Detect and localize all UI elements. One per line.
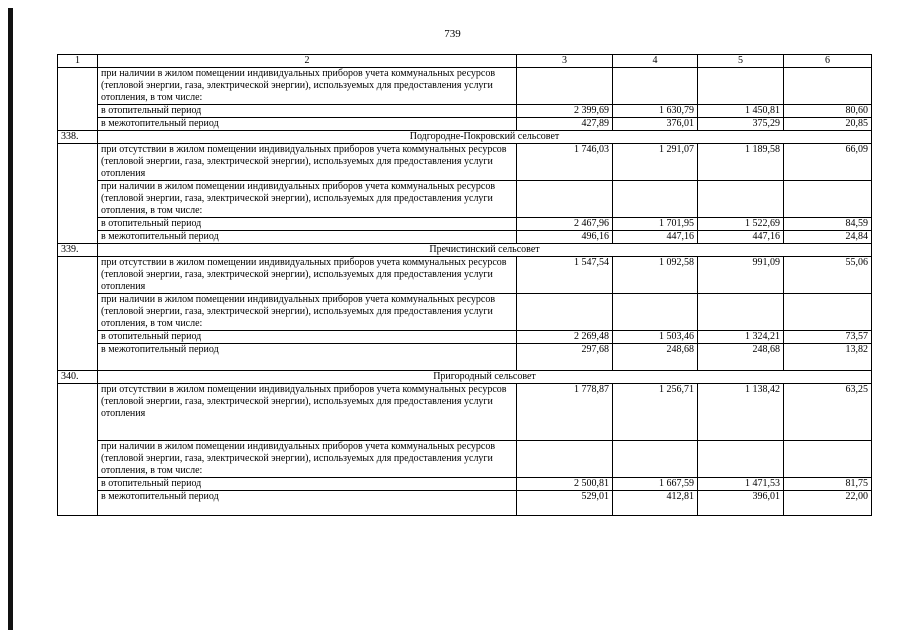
description-cell: в межотопительный период [98, 491, 517, 516]
value-cell: 1 189,58 [698, 144, 784, 181]
column-header: 1 [58, 55, 98, 68]
table-row [58, 384, 872, 441]
value-cell: 1 450,81 [698, 105, 784, 118]
table-row [58, 218, 872, 231]
value-cell: 1 256,71 [613, 384, 698, 441]
value-cell: 447,16 [698, 231, 784, 244]
value-cell: 1 503,46 [613, 331, 698, 344]
value-cell: 376,01 [613, 118, 698, 131]
column-header: 5 [698, 55, 784, 68]
value-cell: 412,81 [613, 491, 698, 516]
value-cell: 2 467,96 [517, 218, 613, 231]
table-row [58, 231, 872, 244]
value-cell: 1 778,87 [517, 384, 613, 441]
section-number: 338. [58, 131, 98, 144]
value-cell: 529,01 [517, 491, 613, 516]
description-cell: при отсутствии в жилом помещении индивидуальных приборов учета коммунальных ресурсов (тепловой энергии, газа, электрической энергии), используемых для предоставления услуги отопления [98, 257, 517, 294]
section-header-row [58, 244, 872, 257]
number-cell [58, 384, 98, 516]
description-cell: в отопительный период [98, 218, 517, 231]
value-cell: 1 291,07 [613, 144, 698, 181]
value-cell: 63,25 [784, 384, 872, 441]
number-cell [58, 257, 98, 371]
table-row [58, 118, 872, 131]
table-row [58, 68, 872, 105]
value-cell: 1 324,21 [698, 331, 784, 344]
value-cell: 427,89 [517, 118, 613, 131]
value-cell: 2 269,48 [517, 331, 613, 344]
table-row [58, 491, 872, 516]
value-cell: 20,85 [784, 118, 872, 131]
column-header: 4 [613, 55, 698, 68]
tariff-table [57, 54, 872, 516]
description-cell: в межотопительный период [98, 231, 517, 244]
description-cell: при отсутствии в жилом помещении индивидуальных приборов учета коммунальных ресурсов (тепловой энергии, газа, электрической энергии), используемых для предоставления услуги отопления [98, 384, 517, 441]
column-header: 6 [784, 55, 872, 68]
value-cell: 73,57 [784, 331, 872, 344]
value-cell: 1 522,69 [698, 218, 784, 231]
value-cell: 1 471,53 [698, 478, 784, 491]
column-header: 3 [517, 55, 613, 68]
column-header-row [58, 55, 872, 68]
table-row [58, 331, 872, 344]
table-row [58, 144, 872, 181]
value-cell: 2 500,81 [517, 478, 613, 491]
table-row [58, 105, 872, 118]
value-cell: 84,59 [784, 218, 872, 231]
value-cell: 496,16 [517, 231, 613, 244]
value-cell: 1 138,42 [698, 384, 784, 441]
table-row [58, 294, 872, 331]
table-row [58, 257, 872, 294]
value-cell: 81,75 [784, 478, 872, 491]
value-cell: 1 630,79 [613, 105, 698, 118]
table-row [58, 478, 872, 491]
value-cell: 1 701,95 [613, 218, 698, 231]
description-cell: в межотопительный период [98, 118, 517, 131]
number-cell [58, 144, 98, 244]
value-cell: 1 092,58 [613, 257, 698, 294]
value-cell: 24,84 [784, 231, 872, 244]
description-cell: при наличии в жилом помещении индивидуальных приборов учета коммунальных ресурсов (тепловой энергии, газа, электрической энергии), используемых для предоставления услуги отопления, в том числе: [98, 181, 517, 218]
table-row [58, 344, 872, 371]
value-cell: 375,29 [698, 118, 784, 131]
value-cell: 248,68 [698, 344, 784, 371]
section-number: 340. [58, 371, 98, 384]
description-cell: в межотопительный период [98, 344, 517, 371]
value-cell: 80,60 [784, 105, 872, 118]
value-cell: 1 667,59 [613, 478, 698, 491]
column-header: 2 [98, 55, 517, 68]
description-cell: в отопительный период [98, 105, 517, 118]
number-cell [58, 68, 98, 131]
value-cell: 297,68 [517, 344, 613, 371]
value-cell: 248,68 [613, 344, 698, 371]
value-cell: 66,09 [784, 144, 872, 181]
table-row [58, 181, 872, 218]
value-cell: 447,16 [613, 231, 698, 244]
section-header-row [58, 131, 872, 144]
value-cell: 22,00 [784, 491, 872, 516]
scan-edge-bar [8, 8, 13, 630]
page-number: 739 [444, 28, 461, 40]
section-title: Пречистинский сельсовет [98, 244, 872, 257]
description-cell: в отопительный период [98, 478, 517, 491]
value-cell: 1 547,54 [517, 257, 613, 294]
description-cell: при наличии в жилом помещении индивидуальных приборов учета коммунальных ресурсов (тепловой энергии, газа, электрической энергии), используемых для предоставления услуги отопления, в том числе: [98, 441, 517, 478]
description-cell: при отсутствии в жилом помещении индивидуальных приборов учета коммунальных ресурсов (тепловой энергии, газа, электрической энергии), используемых для предоставления услуги отопления [98, 144, 517, 181]
section-title: Пригородный сельсовет [98, 371, 872, 384]
description-cell: в отопительный период [98, 331, 517, 344]
value-cell: 2 399,69 [517, 105, 613, 118]
value-cell: 55,06 [784, 257, 872, 294]
value-cell: 396,01 [698, 491, 784, 516]
section-title: Подгородне-Покровский сельсовет [98, 131, 872, 144]
description-cell: при наличии в жилом помещении индивидуальных приборов учета коммунальных ресурсов (тепловой энергии, газа, электрической энергии), используемых для предоставления услуги отопления, в том числе: [98, 68, 517, 105]
value-cell: 13,82 [784, 344, 872, 371]
section-number: 339. [58, 244, 98, 257]
value-cell: 991,09 [698, 257, 784, 294]
description-cell: при наличии в жилом помещении индивидуальных приборов учета коммунальных ресурсов (тепловой энергии, газа, электрической энергии), используемых для предоставления услуги отопления, в том числе: [98, 294, 517, 331]
value-cell: 1 746,03 [517, 144, 613, 181]
table-row [58, 441, 872, 478]
section-header-row [58, 371, 872, 384]
